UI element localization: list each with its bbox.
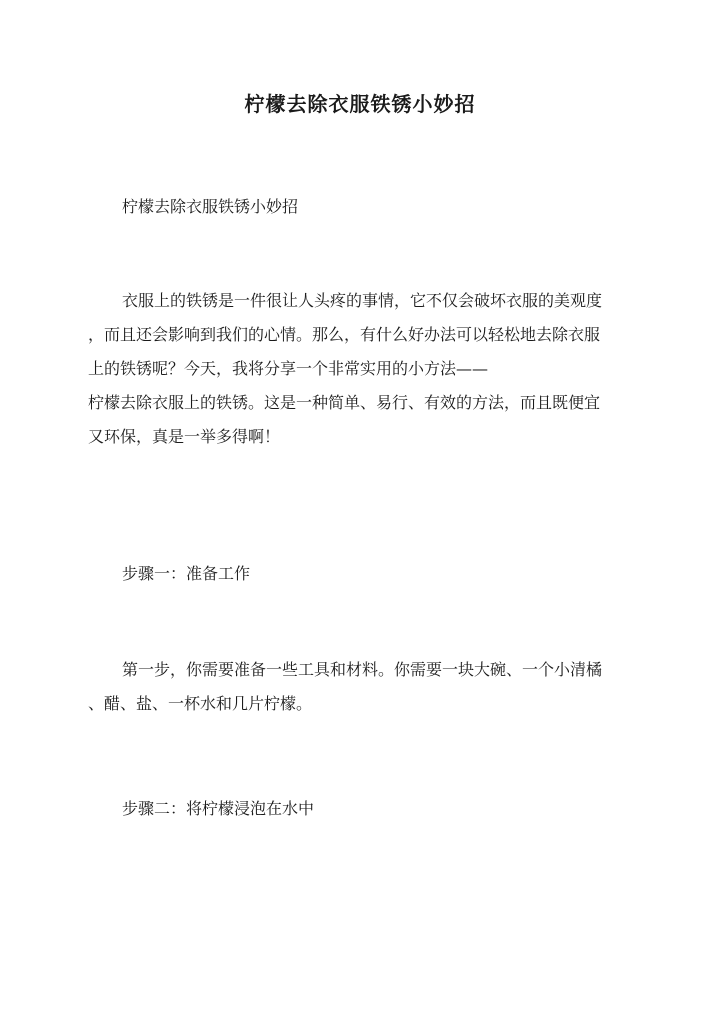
intro-line-4: 柠檬去除衣服上的铁锈。这是一种简单、易行、有效的方法，而且既便宜 bbox=[88, 393, 601, 412]
step1-line-1: 第一步，你需要准备一些工具和材料。你需要一块大碗、一个小清橘 bbox=[122, 660, 603, 679]
step1-line-2: 、醋、盐、一杯水和几片柠檬。 bbox=[88, 694, 313, 713]
step2-heading: 步骤二：将柠檬浸泡在水中 bbox=[122, 799, 315, 818]
step1-heading: 步骤一：准备工作 bbox=[122, 564, 251, 583]
intro-line-5: 又环保，真是一举多得啊！ bbox=[88, 427, 281, 446]
section-subtitle: 柠檬去除衣服铁锈小妙招 bbox=[122, 197, 299, 216]
intro-line-2: ，而且还会影响到我们的心情。那么，有什么好办法可以轻松地去除衣服 bbox=[88, 325, 601, 344]
intro-paragraph bbox=[88, 284, 636, 454]
document-title: 柠檬去除衣服铁锈小妙招 bbox=[244, 92, 476, 116]
step1-paragraph bbox=[88, 653, 636, 721]
intro-line-3: 上的铁锈呢？今天，我将分享一个非常实用的小方法—— bbox=[88, 359, 489, 378]
intro-line-1: 衣服上的铁锈是一件很让人头疼的事情，它不仅会破坏衣服的美观度 bbox=[122, 291, 603, 310]
